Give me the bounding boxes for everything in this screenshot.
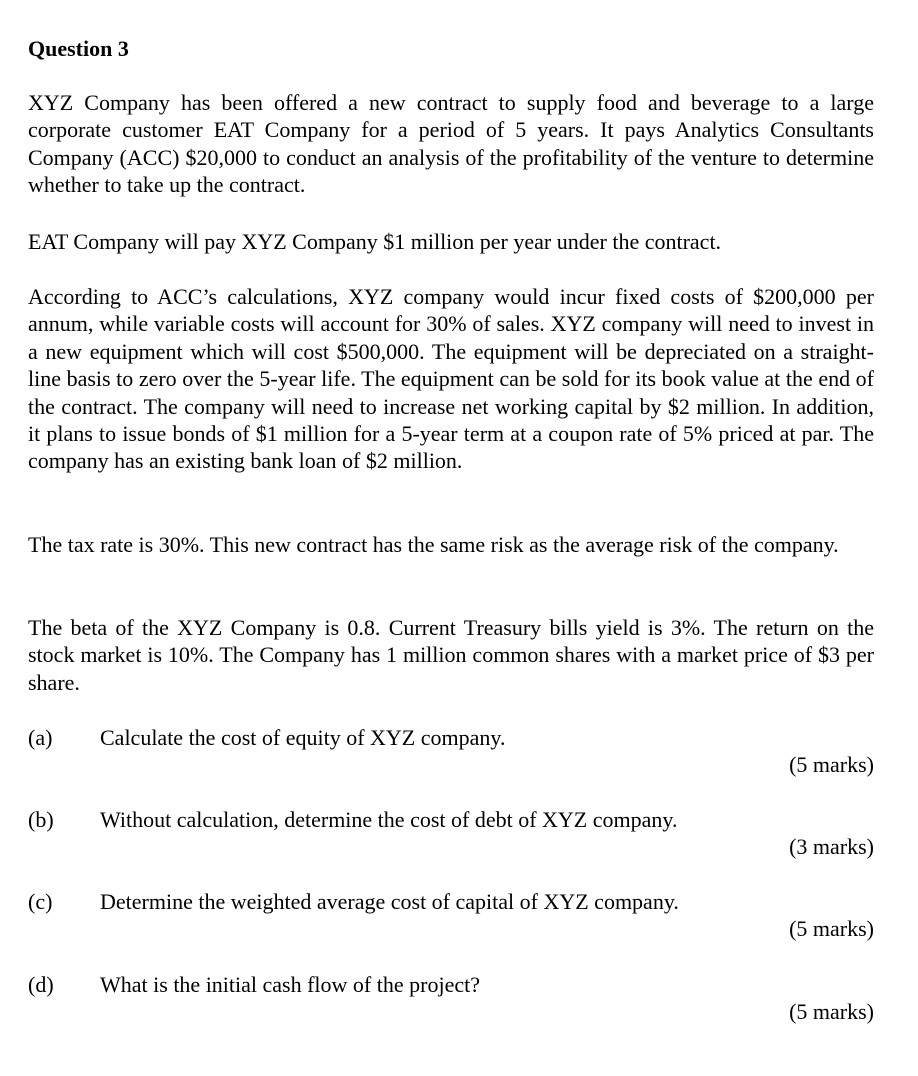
subquestion-marks: (5 marks) <box>789 752 874 777</box>
subquestion-text: What is the initial cash flow of the project? <box>100 972 480 997</box>
subquestion-text: Without calculation, determine the cost of debt of XYZ company. <box>100 807 678 832</box>
subquestion-marks: (5 marks) <box>789 916 874 941</box>
subquestion-text: Determine the weighted average cost of capital of XYZ company. <box>100 889 679 914</box>
subquestion-d <box>28 972 874 1032</box>
subquestion-label: (a) <box>28 725 53 750</box>
paragraph-costs-and-financing: According to ACC’s calculations, XYZ company would incur fixed costs of $200,000 per annum, while variable costs will account for 30% of sales. XYZ company will need to invest in a new equipment which will cost $500,000. The equipment will be depreciated on a straight-line basis to zero over the 5-year life. The equipment can be sold for its book value at the end of the contract. The company will need to increase net working capital by $2 million. In addition, it plans to issue bonds of $1 million for a 5-year term at a coupon rate of 5% priced at par. The company has an existing bank loan of $2 million. <box>28 284 874 474</box>
subquestion-label: (d) <box>28 972 54 997</box>
subquestion-label: (b) <box>28 807 54 832</box>
subquestion-marks: (5 marks) <box>789 999 874 1024</box>
subquestion-label: (c) <box>28 889 53 914</box>
subquestion-marks: (3 marks) <box>789 834 874 859</box>
paragraph-market-data: The beta of the XYZ Company is 0.8. Current Treasury bills yield is 3%. The return on the stock market is 10%. The Company has 1 million common shares with a market price of $3 per share. <box>28 615 874 695</box>
paragraph-tax-and-risk: The tax rate is 30%. This new contract has the same risk as the average risk of the company. <box>28 532 839 557</box>
subquestion-a <box>28 725 874 785</box>
subquestion-b <box>28 807 874 867</box>
paragraph-contract-offer: XYZ Company has been offered a new contract to supply food and beverage to a large corporate customer EAT Company for a period of 5 years. It pays Analytics Consultants Company (ACC) $20,000 to conduct an analysis of the profitability of the venture to determine whether to take up the contract. <box>28 90 874 198</box>
subquestion-c <box>28 889 874 949</box>
question-title: Question 3 <box>28 36 129 61</box>
subquestion-text: Calculate the cost of equity of XYZ company. <box>100 725 506 750</box>
paragraph-payment: EAT Company will pay XYZ Company $1 million per year under the contract. <box>28 229 722 254</box>
